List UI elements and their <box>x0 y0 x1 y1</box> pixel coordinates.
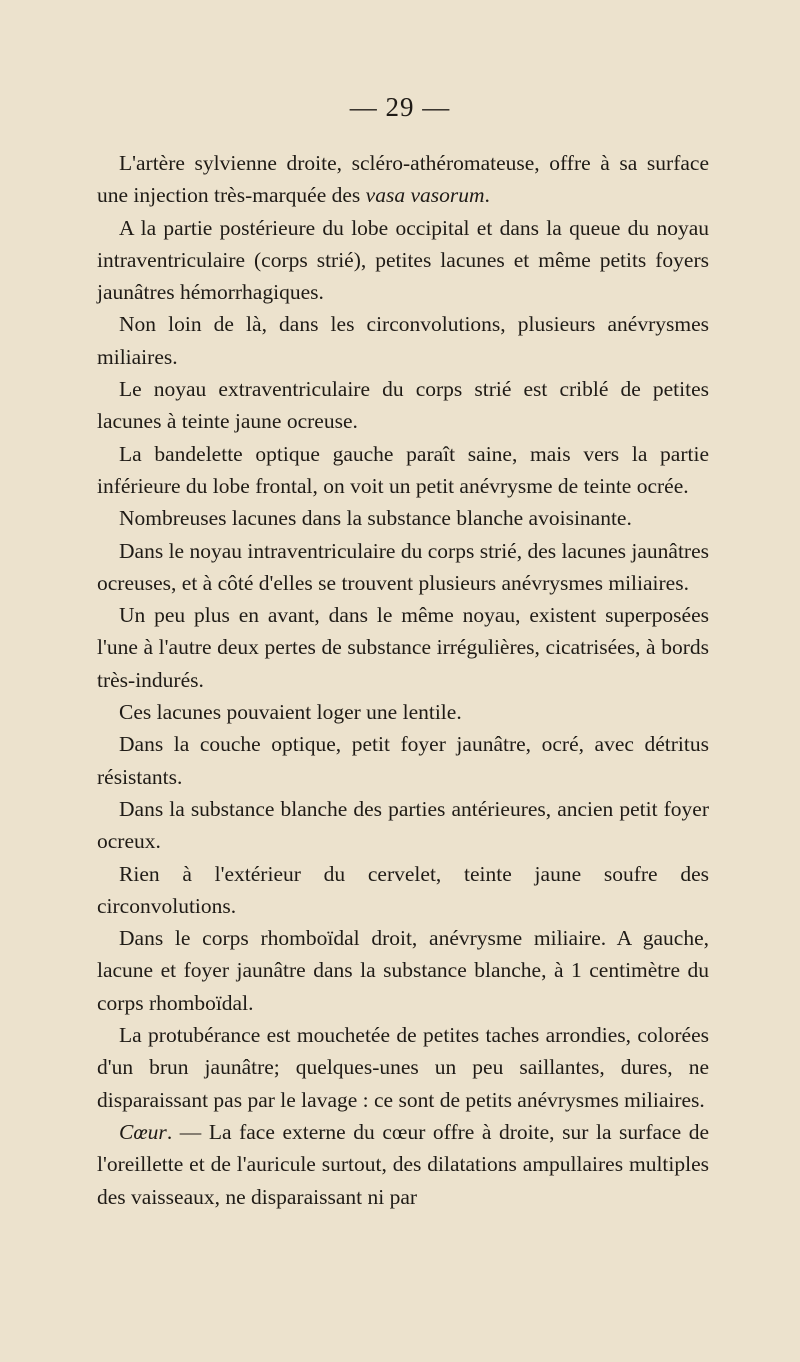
paragraph-text: . <box>484 183 490 208</box>
paragraph-text: . — La face externe du cœur offre à droite, sur la surface de l'oreillette et de l'auricule surtout, des dilatations ampullaires multiples des vaisseaux, ne disparaissant ni par <box>97 1119 709 1209</box>
paragraph <box>97 212 709 309</box>
paragraph <box>97 535 709 600</box>
paragraph <box>97 438 709 503</box>
paragraph <box>97 502 709 534</box>
paragraph <box>97 308 709 373</box>
page-number: — 29 — <box>349 92 451 122</box>
paragraph <box>97 793 709 858</box>
paragraph <box>97 1019 709 1116</box>
paragraph-text: Le noyau extraventriculaire du corps strié est criblé de petites lacunes à teinte jaune ocreuse. <box>97 377 709 434</box>
paragraph-text: Dans le noyau intraventriculaire du corps strié, des lacunes jaunâtres ocreuses, et à côté d'elles se trouvent plusieurs anévrysmes miliaires. <box>97 538 709 595</box>
paragraph <box>97 599 709 696</box>
paragraph-text: Ces lacunes pouvaient loger une lentile. <box>119 700 462 725</box>
paragraph-text: Rien à l'extérieur du cervelet, teinte jaune soufre des circonvolutions. <box>97 861 709 918</box>
paragraph <box>97 1116 709 1213</box>
paragraph <box>97 858 709 923</box>
paragraph <box>97 728 709 793</box>
paragraph-text: Nombreuses lacunes dans la substance blanche avoisinante. <box>119 506 632 531</box>
body-text <box>97 147 709 1213</box>
paragraph-text: Un peu plus en avant, dans le même noyau, existent superposées l'une à l'autre deux pertes de substance irrégulières, cicatrisées, à bords très-indurés. <box>97 603 709 692</box>
paragraph-text: L'artère sylvienne droite, scléro-athéromateuse, offre à sa surface une injection très-marquée des <box>97 151 709 208</box>
italic-text: Cœur <box>119 1119 167 1144</box>
paragraph-text: A la partie postérieure du lobe occipital et dans la queue du noyau intraventriculaire (corps strié), petites lacunes et même petits foyers jaunâtres hémorrhagiques. <box>97 215 709 305</box>
paragraph <box>97 147 709 212</box>
paragraph-text: Dans le corps rhomboïdal droit, anévrysme miliaire. A gauche, lacune et foyer jaunâtre dans la substance blanche, à 1 centimètre du corps rhomboïdal. <box>97 926 709 1015</box>
paragraph-text: La protubérance est mouchetée de petites taches arrondies, colorées d'un brun jaunâtre; quelques-unes un peu saillantes, dures, ne disparaissant pas par le lavage : ce sont de petits anévrysmes miliaires. <box>97 1023 709 1112</box>
paragraph <box>97 373 709 438</box>
paragraph <box>97 922 709 1019</box>
paragraph <box>97 696 709 728</box>
paragraph-text: Dans la substance blanche des parties antérieures, ancien petit foyer ocreux. <box>97 796 709 854</box>
paragraph-text: Dans la couche optique, petit foyer jaunâtre, ocré, avec détritus résistants. <box>97 732 709 789</box>
paragraph-text: Non loin de là, dans les circonvolutions, plusieurs anévrysmes miliaires. <box>97 312 709 369</box>
italic-text: vasa vasorum <box>365 183 485 208</box>
paragraph-text: La bandelette optique gauche paraît saine, mais vers la partie inférieure du lobe frontal, on voit un petit anévrysme de teinte ocrée. <box>97 441 709 498</box>
